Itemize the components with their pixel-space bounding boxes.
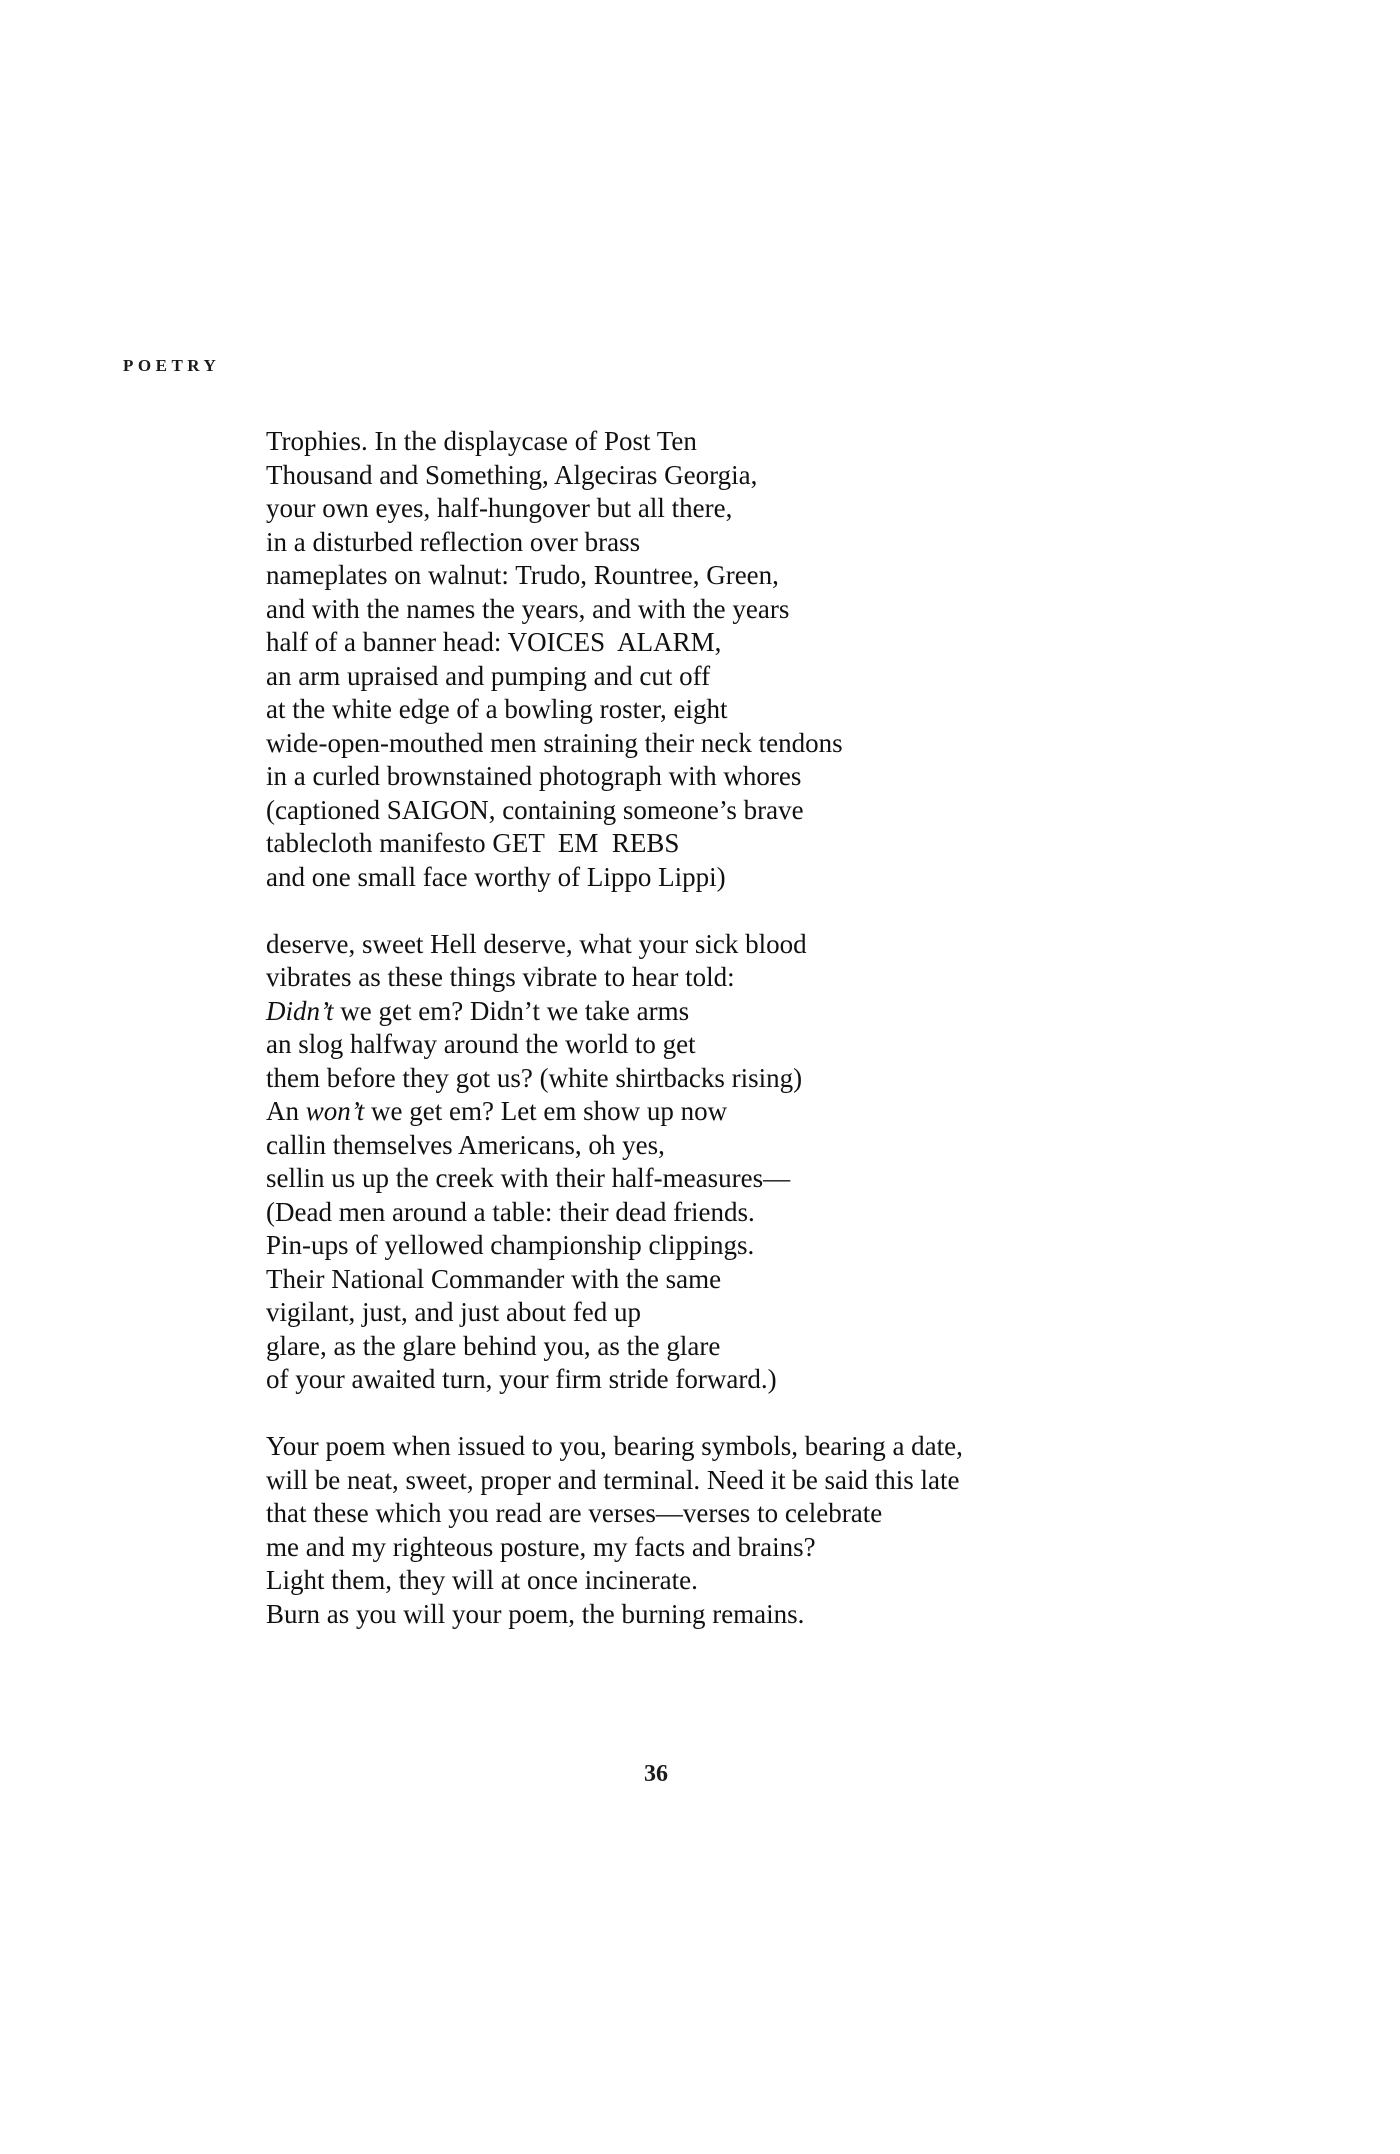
- poem-line: nameplates on walnut: Trudo, Rountree, Green,: [266, 560, 779, 590]
- poem-line: deserve, sweet Hell deserve, what your sick blood: [266, 928, 807, 959]
- poem-body: [266, 425, 1266, 1665]
- poem-line: Trophies. In the displaycase of Post Ten: [266, 426, 697, 456]
- poem-line: half of a banner head: VOICES ALARM,: [266, 627, 722, 657]
- poem-line: wide-open-mouthed men straining their neck tendons: [266, 727, 843, 758]
- poem-line: in a disturbed reflection over brass: [266, 526, 641, 557]
- poem-line: vigilant, just, and just about fed up: [266, 1297, 641, 1327]
- line-suffix: we get em? Let em show up now: [364, 1096, 728, 1126]
- page-number: 36: [644, 1761, 668, 1787]
- poem-line: your own eyes, half-hungover but all there,: [266, 493, 733, 523]
- poem-line: Their National Commander with the same: [266, 1263, 722, 1294]
- poem-line: me and my righteous posture, my facts and brains?: [266, 1531, 816, 1562]
- stanza-3: [266, 1430, 1266, 1631]
- poem-line: Light them, they will at once incinerate.: [266, 1565, 698, 1595]
- poem-line: tablecloth manifesto GET EM REBS: [266, 828, 680, 858]
- line-prefix: An: [266, 1096, 306, 1126]
- poem-line: callin themselves Americans, oh yes,: [266, 1129, 665, 1160]
- poem-line: that these which you read are verses—verses to celebrate: [266, 1498, 883, 1528]
- poem-line: sellin us up the creek with their half-measures—: [266, 1163, 791, 1193]
- poem-line: Pin-ups of yellowed championship clippings.: [266, 1230, 755, 1260]
- italic-emphasis: won’t: [305, 1096, 365, 1126]
- poem-line: of your awaited turn, your firm stride forward.): [266, 1364, 777, 1394]
- poem-line: and with the names the years, and with the years: [266, 593, 790, 624]
- poem-line: Burn as you will your poem, the burning remains.: [266, 1598, 805, 1629]
- italic-emphasis: Didn’t: [266, 995, 334, 1026]
- poem-line: [266, 995, 1266, 1029]
- poem-line: vibrates as these things vibrate to hear told:: [266, 962, 735, 992]
- poem-line: [266, 1095, 1266, 1129]
- poem-line: an arm upraised and pumping and cut off: [266, 660, 711, 691]
- stanza-1: [266, 425, 1266, 894]
- poem-line: them before they got us? (white shirtbacks rising): [266, 1062, 803, 1093]
- poem-line: in a curled brownstained photograph with whores: [266, 761, 802, 791]
- line-suffix: we get em? Didn’t we take arms: [333, 995, 690, 1026]
- poem-line: Thousand and Something, Algeciras Georgia,: [266, 459, 758, 490]
- poem-line: glare, as the glare behind you, as the glare: [266, 1330, 721, 1361]
- poem-line: Your poem when issued to you, bearing symbols, bearing a date,: [266, 1431, 963, 1461]
- running-head: POETRY: [123, 356, 221, 375]
- poem-line: will be neat, sweet, proper and terminal. Need it be said this late: [266, 1464, 960, 1495]
- stanza-2: [266, 928, 1266, 1397]
- poem-line: (captioned SAIGON, containing someone’s brave: [266, 794, 804, 825]
- poem-line: at the white edge of a bowling roster, eight: [266, 694, 728, 724]
- poem-line: and one small face worthy of Lippo Lippi): [266, 861, 726, 892]
- poem-line: an slog halfway around the world to get: [266, 1029, 696, 1059]
- poem-line: (Dead men around a table: their dead friends.: [266, 1196, 755, 1227]
